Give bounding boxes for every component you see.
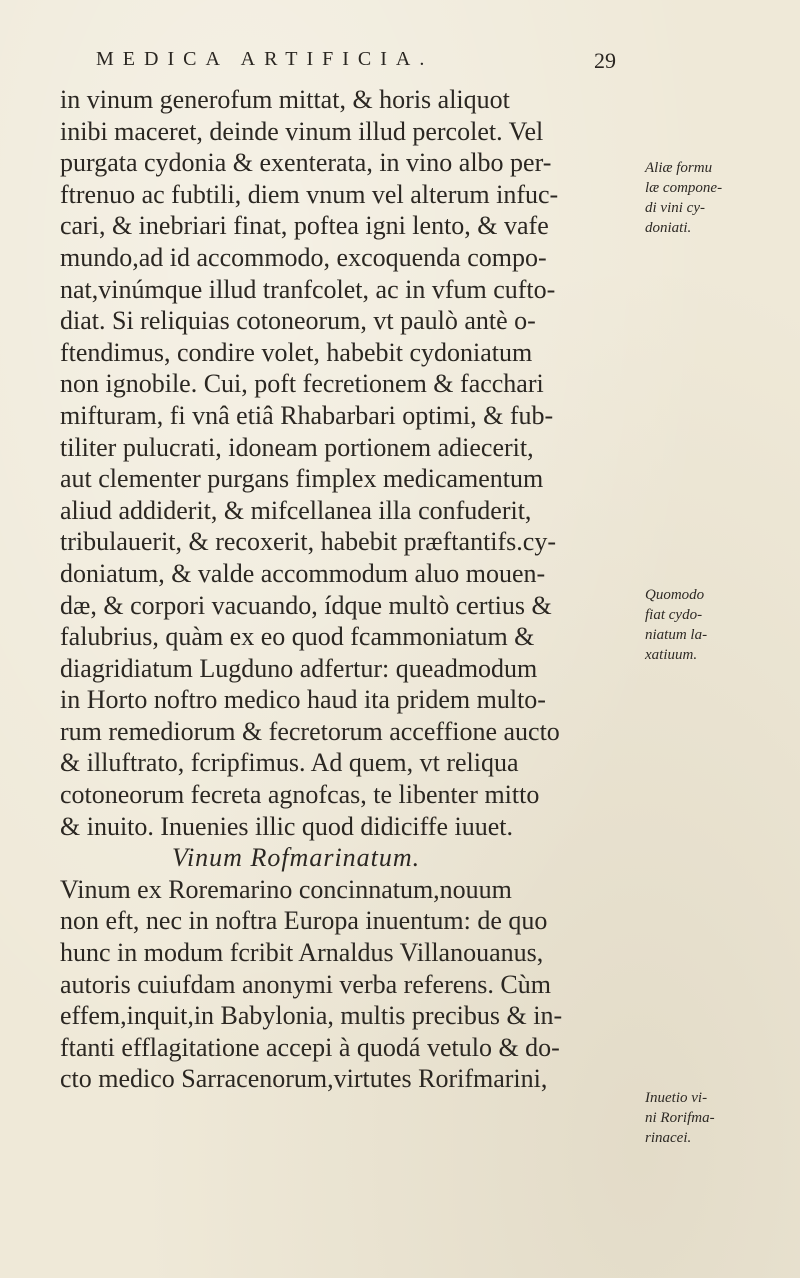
body-line: mundo,ad id accommodo, excoquenda compo- xyxy=(60,242,547,272)
margin-note-line: fiat cydo- xyxy=(645,607,703,623)
body-line: & illuftrato, fcripfimus. Ad quem, vt reliqua xyxy=(60,748,519,778)
margin-note-line: ni Rorifma- xyxy=(645,1110,715,1126)
body-line: ftrenuo ac fubtili, diem vnum vel alterum infuc- xyxy=(60,179,559,209)
body-line: purgata cydonia & exenterata, in vino albo per- xyxy=(60,148,552,178)
body-line: rum remediorum & fecretorum acceffione aucto xyxy=(60,716,560,746)
body-line: effem,inquit,in Babylonia, multis precibus & in- xyxy=(60,1001,563,1031)
body-line: nat,vinúmque illud tranfcolet, ac in vfum cufto- xyxy=(60,274,556,304)
body-line: non eft, nec in noftra Europa inuentum: de quo xyxy=(60,906,548,936)
body-line: hunc in modum fcribit Arnaldus Villanouanus, xyxy=(60,938,544,968)
body-line: tiliter pulucrati, idoneam portionem adiecerit, xyxy=(60,432,534,462)
body-line: dæ, & corpori vacuando, ídque multò certius & xyxy=(60,590,552,620)
margin-note-line: di vini cy- xyxy=(645,200,705,216)
body-line: in Horto noftro medico haud ita pridem multo- xyxy=(60,685,546,715)
page-number: 29 xyxy=(594,48,616,73)
body-line: cari, & inebriari finat, poftea igni lento, & vafe xyxy=(60,211,549,241)
body-line: cto medico Sarracenorum,virtutes Rorifmarini, xyxy=(60,1064,548,1094)
body-line: aliud addiderit, & mifcellanea illa confuderit, xyxy=(60,495,532,525)
margin-note-line: xatiuum. xyxy=(645,647,698,663)
body-line: mifturam, fi vnâ etiâ Rhabarbari optimi, & fub- xyxy=(60,400,554,430)
margin-note-line: rinacei. xyxy=(645,1130,692,1146)
body-line: & inuito. Inuenies illic quod didiciffe iuuet. xyxy=(60,811,513,841)
section-heading: Vinum Rofmarinatum. xyxy=(172,843,421,873)
body-line: aut clementer purgans fimplex medicamentum xyxy=(60,464,544,494)
body-line: diagridiatum Lugduno adfertur: queadmodum xyxy=(60,653,538,683)
margin-note xyxy=(645,158,775,238)
body-line: autoris cuiufdam anonymi verba referens. Cùm xyxy=(60,969,551,999)
margin-note-line: læ compone- xyxy=(645,180,723,196)
body-text xyxy=(60,84,636,1095)
body-line: inibi maceret, deinde vinum illud percolet. Vel xyxy=(60,116,544,146)
margin-note-line: doniati. xyxy=(645,220,692,236)
margin-note-line: Inuetio vi- xyxy=(645,1090,708,1106)
body-line: ftendimus, condire volet, habebit cydoniatum xyxy=(60,337,533,367)
body-line: tribulauerit, & recoxerit, habebit præftantifs.cy- xyxy=(60,527,556,557)
margin-note-line: Aliæ formu xyxy=(645,160,713,176)
margin-note-line: Quomodo xyxy=(645,587,705,603)
body-line: cotoneorum fecreta agnofcas, te libenter mitto xyxy=(60,780,540,810)
running-head: MEDICA ARTIFICIA. xyxy=(96,48,434,70)
body-line: falubrius, quàm ex eo quod fcammoniatum & xyxy=(60,622,535,652)
body-line: Vinum ex Roremarino concinnatum,nouum xyxy=(60,874,512,904)
body-line: ftanti efflagitatione accepi à quodá vetulo & do- xyxy=(60,1032,560,1062)
body-line: doniatum, & valde accommodum aluo mouen- xyxy=(60,558,546,588)
body-line: in vinum generofum mittat, & horis aliquot xyxy=(60,85,510,114)
body-line: non ignobile. Cui, poft fecretionem & facchari xyxy=(60,369,544,399)
margin-note-line: niatum la- xyxy=(645,627,708,643)
body-line: diat. Si reliquias cotoneorum, vt paulò antè o- xyxy=(60,306,536,336)
page-header xyxy=(96,48,616,80)
margin-note xyxy=(645,585,775,665)
margin-note xyxy=(645,1088,775,1148)
